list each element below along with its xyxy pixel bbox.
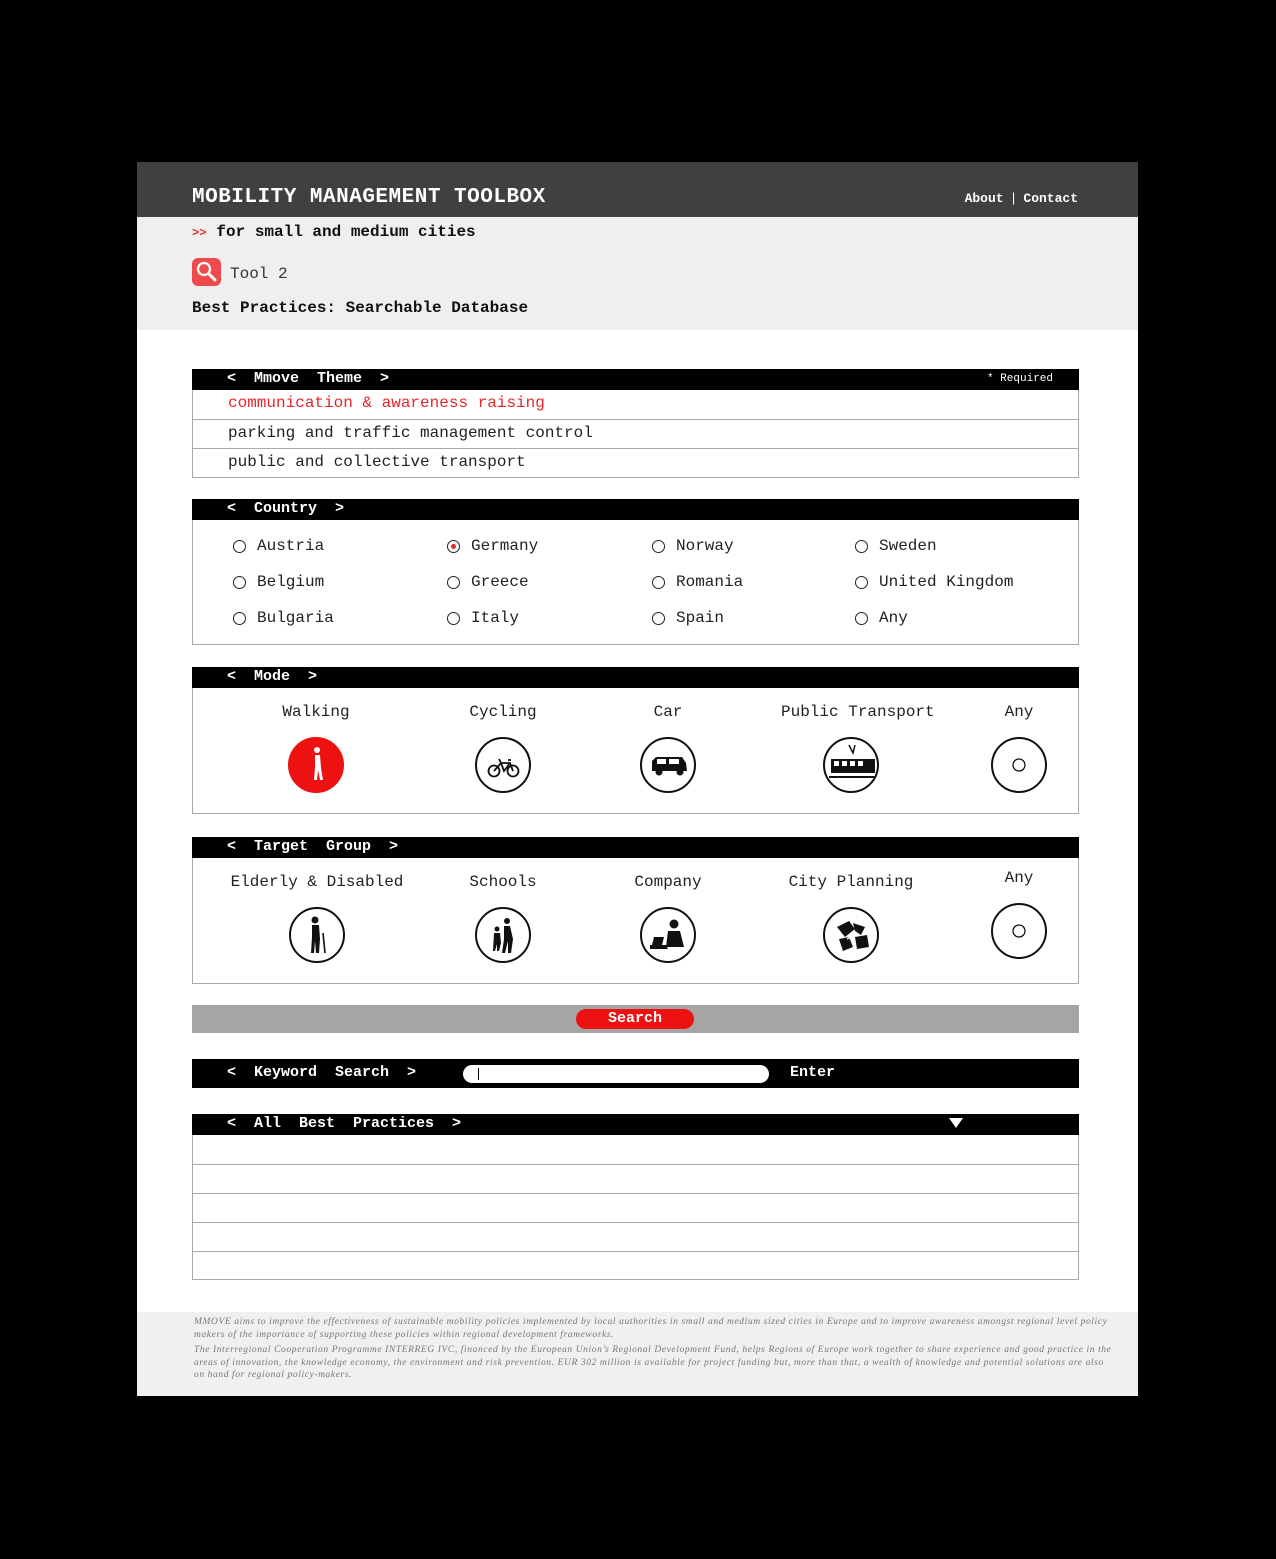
radio-label: Belgium (257, 573, 325, 591)
mode-option-label: Public Transport (781, 703, 935, 721)
elderly-icon[interactable] (289, 907, 345, 963)
office-worker-icon[interactable] (640, 907, 696, 963)
target-option-elderly-disabled[interactable] (209, 873, 425, 963)
tagline-text: for small and medium cities (216, 223, 476, 241)
mode-panel-header (192, 667, 1079, 688)
keyword-search-input[interactable] (463, 1065, 769, 1083)
tagline (192, 223, 476, 241)
about-link[interactable]: About (964, 191, 1004, 206)
list-item[interactable] (193, 1135, 1078, 1165)
subheader (137, 217, 1138, 330)
radio-label: Norway (676, 537, 734, 555)
mode-option-label: Car (653, 703, 683, 721)
radio-circle[interactable] (233, 540, 246, 553)
target-option-company[interactable] (598, 873, 738, 963)
radio-label: Any (879, 609, 908, 627)
radio-circle[interactable] (447, 576, 460, 589)
results-title: < All Best Practices > (227, 1115, 462, 1132)
theme-panel-header (192, 369, 1079, 390)
keyword-search-title: < Keyword Search > (227, 1064, 417, 1081)
country-panel (192, 499, 1079, 645)
search-button[interactable]: Search (576, 1009, 694, 1029)
car-icon[interactable] (640, 737, 696, 793)
any-icon[interactable] (991, 903, 1047, 959)
target-option-city-planning[interactable] (781, 873, 921, 963)
mode-option-label: Any (1004, 703, 1034, 721)
tram-icon[interactable] (823, 737, 879, 793)
radio-circle[interactable] (855, 540, 868, 553)
search-bar (192, 1005, 1079, 1033)
target-option-label: Company (634, 873, 702, 891)
list-item[interactable] (193, 1251, 1078, 1280)
radio-label: Sweden (879, 537, 937, 555)
list-item[interactable] (193, 1164, 1078, 1194)
radio-label: Greece (471, 573, 529, 591)
radio-label: United Kingdom (879, 573, 1014, 591)
theme-option[interactable] (193, 390, 1078, 418)
radio-label: Austria (257, 537, 325, 555)
mode-option-cycling[interactable] (433, 703, 573, 793)
link-separator: | (1009, 191, 1018, 206)
radio-label: Germany (471, 537, 539, 555)
mode-panel-title: < Mode > (227, 668, 318, 685)
mode-option-walking[interactable] (246, 703, 386, 793)
theme-option[interactable] (193, 448, 1078, 477)
results-header (192, 1114, 1079, 1135)
theme-option-label: public and collective transport (228, 453, 526, 471)
school-children-icon[interactable] (475, 907, 531, 963)
top-header (137, 162, 1138, 217)
bicycle-icon[interactable] (475, 737, 531, 793)
mode-option-label: Cycling (469, 703, 537, 721)
radio-circle[interactable] (855, 612, 868, 625)
tool-label: Tool 2 (230, 265, 288, 283)
footer-paragraph: The Interregional Cooperation Programme INTERREG IVC, financed by the European Union’s Regional Development Fund, helps Regions of Europe work together to share experience and good practice in the areas of innovation, the knowledge economy, the environment and risk prevention. EUR 302 million is available for project funding but, more than that, a wealth of knowledge and potential solutions are also on hand for regional policy-makers. (194, 1345, 1112, 1380)
page-heading: Best Practices: Searchable Database (192, 299, 529, 317)
results-list (192, 1135, 1079, 1280)
target-group-panel (192, 837, 1079, 984)
theme-panel (192, 369, 1079, 478)
radio-label: Italy (471, 609, 520, 627)
target-option-label: Any (1004, 869, 1034, 887)
radio-circle-selected[interactable] (447, 540, 460, 553)
target-option-label: Schools (469, 873, 537, 891)
target-option-any[interactable] (949, 869, 1089, 959)
page (137, 162, 1138, 1396)
walking-icon[interactable] (288, 737, 344, 793)
mode-option-car[interactable] (598, 703, 738, 793)
mode-panel (192, 667, 1079, 814)
radio-circle[interactable] (447, 612, 460, 625)
radio-circle[interactable] (855, 576, 868, 589)
target-option-label: City Planning (788, 873, 914, 891)
list-item[interactable] (193, 1222, 1078, 1252)
keyword-search-bar (192, 1059, 1079, 1088)
target-option-schools[interactable] (433, 873, 573, 963)
target-group-panel-header (192, 837, 1079, 858)
radio-label: Bulgaria (257, 609, 334, 627)
radio-circle[interactable] (652, 612, 665, 625)
dropdown-arrow-icon[interactable] (949, 1118, 963, 1128)
mode-option-public-transport[interactable] (781, 703, 935, 793)
theme-panel-title: < Mmove Theme > (227, 370, 390, 387)
mode-option-any[interactable] (949, 703, 1089, 793)
list-item[interactable] (193, 1193, 1078, 1223)
target-option-label: Elderly & Disabled (230, 873, 404, 891)
radio-circle[interactable] (233, 612, 246, 625)
contact-link[interactable]: Contact (1023, 191, 1078, 206)
theme-option-label: communication & awareness raising (228, 394, 545, 412)
enter-button[interactable]: Enter (790, 1064, 836, 1081)
required-note: * Required (986, 373, 1053, 385)
footer (137, 1312, 1138, 1396)
tagline-arrows: >> (192, 226, 207, 240)
radio-label: Spain (676, 609, 725, 627)
radio-circle[interactable] (233, 576, 246, 589)
search-icon (192, 258, 221, 286)
radio-label: Romania (676, 573, 744, 591)
top-links (965, 191, 1078, 206)
country-panel-header (192, 499, 1079, 520)
app-title: MOBILITY MANAGEMENT TOOLBOX (192, 186, 546, 209)
radio-circle[interactable] (652, 576, 665, 589)
theme-option[interactable] (193, 419, 1078, 448)
footer-paragraph: MMOVE aims to improve the effectiveness of sustainable mobility policies implemented by local authorities in small and medium sized cities in Europe and to improve awareness amongst regional level policy makers of the importance of supporting these policies within regional development frameworks. (194, 1317, 1108, 1340)
any-icon[interactable] (991, 737, 1047, 793)
mode-option-label: Walking (282, 703, 350, 721)
text-cursor (478, 1068, 479, 1080)
radio-circle[interactable] (652, 540, 665, 553)
target-group-panel-title: < Target Group > (227, 838, 399, 855)
city-map-icon[interactable] (823, 907, 879, 963)
theme-option-label: parking and traffic management control (228, 424, 593, 442)
country-panel-title: < Country > (227, 500, 345, 517)
